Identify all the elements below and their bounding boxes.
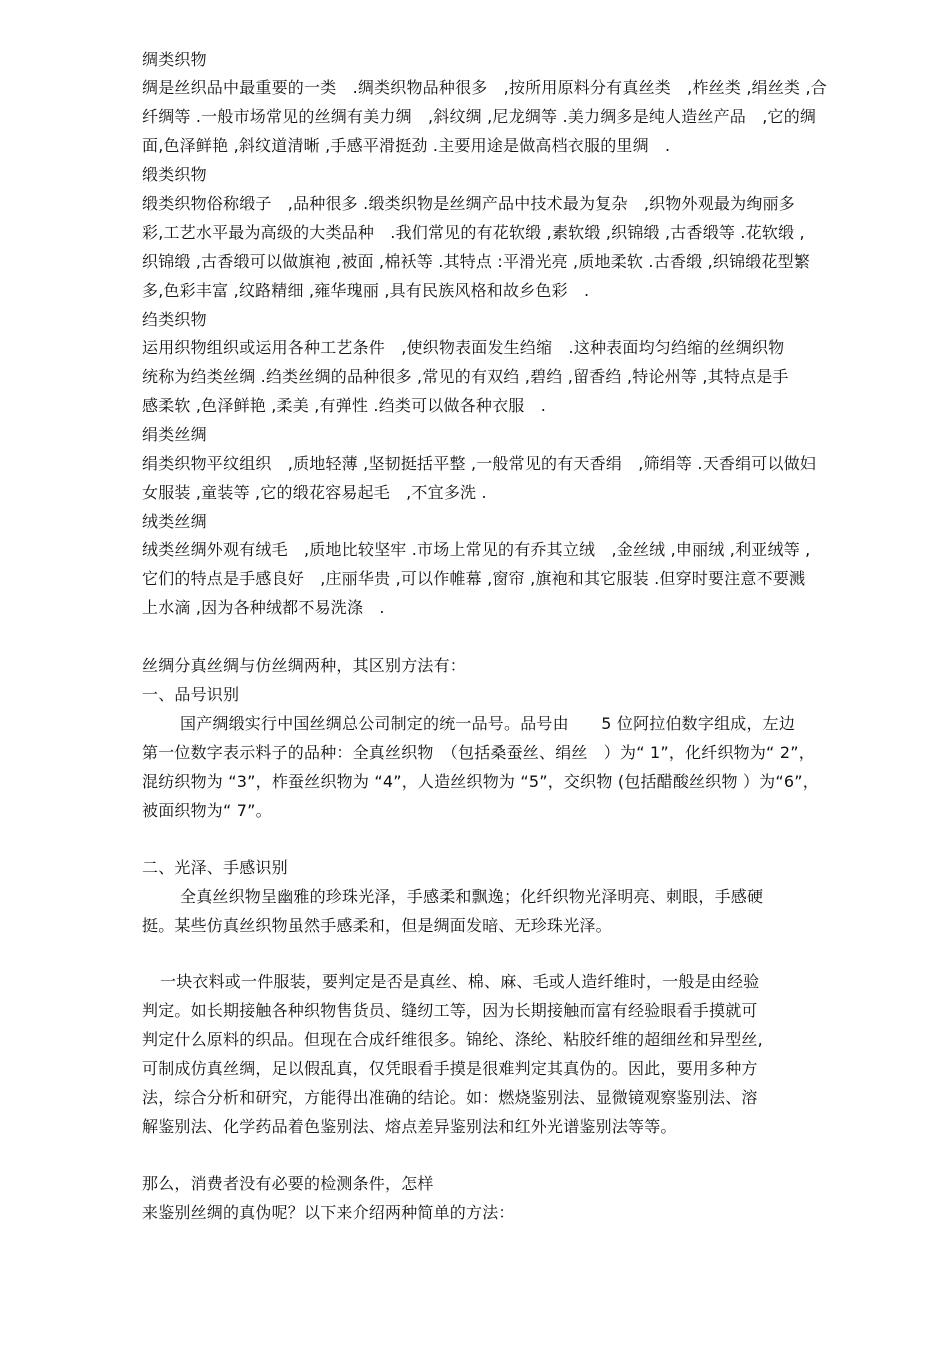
text-line: 那么，消费者没有必要的检测条件，怎样	[142, 1174, 434, 1193]
text-line: 感柔软 ,色泽鲜艳 ,柔美 ,有弹性 .绉类可以做各种衣服 .	[142, 396, 546, 415]
text-line: 国产绸缎实行中国丝绸总公司制定的统一品号。品号由 5 位阿拉伯数字组成，左边	[180, 714, 796, 733]
text-line: 绸是丝织品中最重要的一类 .绸类织物品种很多 ,按所用原料分有真丝类 ,柞丝类 ,绢丝类 ,合	[142, 78, 828, 97]
text-line: 第一位数字表示料子的品种：全真丝织物 （包括桑蚕丝、绢丝 ）为“ 1”，化纤织物为“ 2”，	[142, 743, 815, 762]
heading-crepe-fabric: 绉类织物	[142, 310, 207, 329]
heading-silk-gauze: 绢类丝绸	[142, 425, 207, 444]
text-line: 解鉴别法、化学药品着色鉴别法、熔点差异鉴别法和红外光谱鉴别法等等。	[142, 1117, 677, 1136]
text-line: 来鉴别丝绸的真伪呢？以下来介绍两种简单的方法：	[142, 1203, 515, 1222]
heading-satin-fabric: 缎类织物	[142, 165, 207, 184]
text-line: 一块衣料或一件服装，要判定是否是真丝、棉、麻、毛或人造纤维时，一般是由经验	[160, 972, 760, 991]
text-line: 绢类织物平纹组织 ,质地轻薄 ,坚韧挺括平整 ,一般常见的有天香绢 ,筛绢等 .天香绢可以做妇	[142, 454, 817, 473]
heading-silk-fabric: 绸类织物	[142, 50, 207, 69]
text-line: 法，综合分析和研究，方能得出准确的结论。如：燃烧鉴别法、显微镜观察鉴别法、溶	[142, 1088, 758, 1107]
text-line: 织锦缎 ,古香缎可以做旗袍 ,被面 ,棉袄等 .其特点 :平滑光亮 ,质地柔软 .古香缎 ,织锦缎花型繁	[142, 252, 811, 271]
text-line: 面,色泽鲜艳 ,斜纹道清晰 ,手感平滑挺劲 .主要用途是做高档衣服的里绸 .	[142, 136, 671, 155]
text-line: 绒类丝绸外观有绒毛 ,质地比较坚牢 .市场上常见的有乔其立绒 ,金丝绒 ,申丽绒 ,利亚绒等 ,	[142, 540, 811, 559]
text-line: 被面织物为“ 7”。	[142, 801, 272, 820]
text-line: 判定什么原料的织品。但现在合成纤维很多。锦纶、涤纶、粘胶纤维的超细丝和异型丝,	[142, 1030, 763, 1049]
text-line: 纤绸等 .一般市场常见的丝绸有美力绸 ,斜纹绸 ,尼龙绸等 .美力绸多是纯人造丝产品 ,它的绸	[142, 107, 817, 126]
section-heading-luster: 二、光泽、手感识别	[142, 858, 288, 877]
text-line: 彩,工艺水平最为高级的大类品种 .我们常见的有花软缎 ,素软缎 ,织锦缎 ,古香缎等 .花软缎 ,	[142, 223, 805, 242]
text-line: 统称为绉类丝绸 .绉类丝绸的品种很多 ,常见的有双绉 ,碧绉 ,留香绉 ,特论州等 ,其特点是手	[142, 367, 789, 386]
section-heading-product-number: 一、品号识别	[142, 685, 240, 704]
text-line: 可制成仿真丝绸，足以假乱真，仅凭眼看手摸是很难判定其真伪的。因此，要用多种方	[142, 1059, 758, 1078]
text-line: 运用织物组织或运用各种工艺条件 ,使织物表面发生绉缩 .这种表面均匀绉缩的丝绸织物	[142, 338, 785, 357]
text-line: 全真丝织物呈幽雅的珍珠光泽，手感柔和飘逸；化纤织物光泽明亮、刺眼，手感硬	[180, 887, 764, 906]
heading-velvet: 绒类丝绸	[142, 512, 207, 531]
text-line: 缎类织物俗称缎子 ,品种很多 .缎类织物是丝绸产品中技术最为复杂 ,织物外观最为绚丽多	[142, 194, 795, 213]
text-line: 混纺织物为 “3”，柞蚕丝织物为 “4”，人造丝织物为 “5”，交织物 (包括醋酸丝织物 ）为“6”，	[142, 772, 819, 791]
text-line: 判定。如长期接触各种织物售货员、缝纫工等，因为长期接触而富有经验眼看手摸就可	[142, 1001, 758, 1020]
text-line: 挺。某些仿真丝织物虽然手感柔和，但是绸面发暗、无珍珠光泽。	[142, 916, 612, 935]
text-line: 上水滴 ,因为各种绒都不易洗涤 .	[142, 598, 385, 617]
text-line: 多,色彩丰富 ,纹路精细 ,雍华瑰丽 ,具有民族风格和故乡色彩 .	[142, 281, 590, 300]
text-line: 它们的特点是手感良好 ,庄丽华贵 ,可以作帷幕 ,窗帘 ,旗袍和其它服装 .但穿时要注意不要溅	[142, 569, 806, 588]
text-line: 丝绸分真丝绸与仿丝绸两种，其区别方法有：	[142, 656, 467, 675]
text-line: 女服装 ,童装等 ,它的缎花容易起毛 ,不宜多洗 .	[142, 483, 487, 502]
